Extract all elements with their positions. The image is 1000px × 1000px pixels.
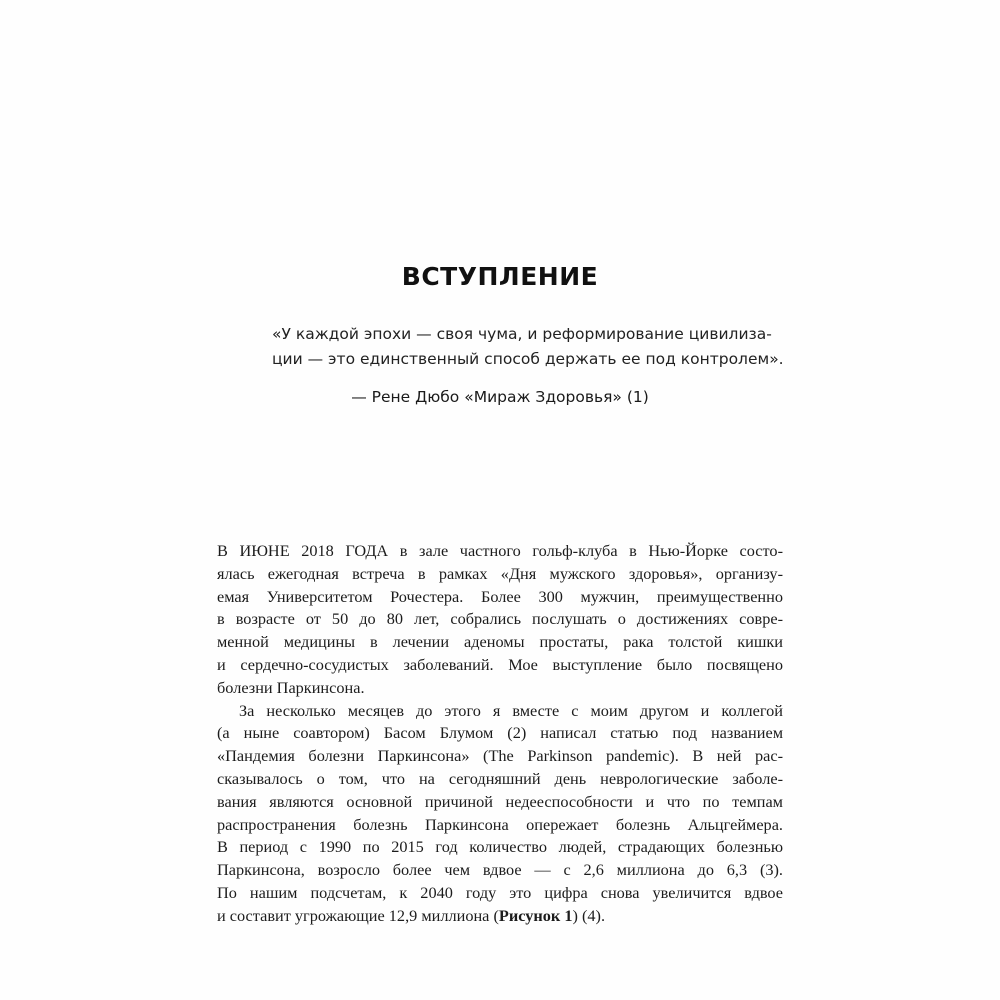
body-line: сказывалось о том, что на сегодняшний день неврологические заболе-: [217, 768, 783, 788]
epigraph-attribution: — Рене Дюбо «Мираж Здоровья» (1): [351, 388, 649, 406]
body-line: Паркинсона, возросло более чем вдвое — с 2,6 миллиона до 6,3 (3).: [217, 860, 783, 880]
chapter-title: ВСТУПЛЕНИЕ: [401, 262, 599, 291]
epigraph-quote: [272, 322, 784, 372]
figure-reference: Рисунок 1: [498, 905, 573, 925]
body-line-text: и составит угрожающие 12,9 миллиона (: [217, 905, 499, 925]
body-line: (а ныне соавтором) Басом Блумом (2) написал статью под названием: [217, 723, 783, 743]
body-line-final: [217, 905, 783, 928]
epigraph-line: «У каждой эпохи — своя чума, и реформирование цивилиза-: [272, 325, 772, 343]
body-text: [217, 540, 783, 928]
body-line: В период с 1990 по 2015 год количество людей, страдающих болезнью: [217, 837, 783, 857]
body-line: По нашим подсчетам, к 2040 году это цифра снова увеличится вдвое: [217, 882, 783, 902]
body-line: и сердечно-сосудистых заболеваний. Мое выступление было посвящено: [217, 654, 783, 674]
body-line: распространения болезнь Паркинсона опережает болезнь Альцгеймера.: [217, 814, 783, 834]
body-line: в возрасте от 50 до 80 лет, собрались послушать о достижениях совре-: [217, 609, 783, 629]
body-line: «Пандемия болезни Паркинсона» (The Parkinson pandemic). В ней рас-: [217, 746, 783, 766]
body-line: ялась ежегодная встреча в рамках «Дня мужского здоровья», организу-: [217, 563, 783, 583]
body-line: В ИЮНЕ 2018 ГОДА в зале частного гольф-клуба в Нью-Йорке состо-: [217, 541, 783, 560]
body-line: менной медицины в лечении аденомы простаты, рака толстой кишки: [217, 632, 783, 652]
citation-tail: ) (4).: [572, 905, 606, 925]
body-line: емая Университетом Рочестера. Более 300 мужчин, преимущественно: [217, 586, 783, 606]
body-line: болезни Паркинсона.: [217, 677, 365, 697]
epigraph-line: ции — это единственный способ держать ее под контролем».: [272, 350, 784, 368]
body-line: За несколько месяцев до этого я вместе с моим другом и коллегой: [239, 700, 783, 720]
body-line: вания являются основной причиной недееспособности и что по темпам: [217, 791, 783, 811]
